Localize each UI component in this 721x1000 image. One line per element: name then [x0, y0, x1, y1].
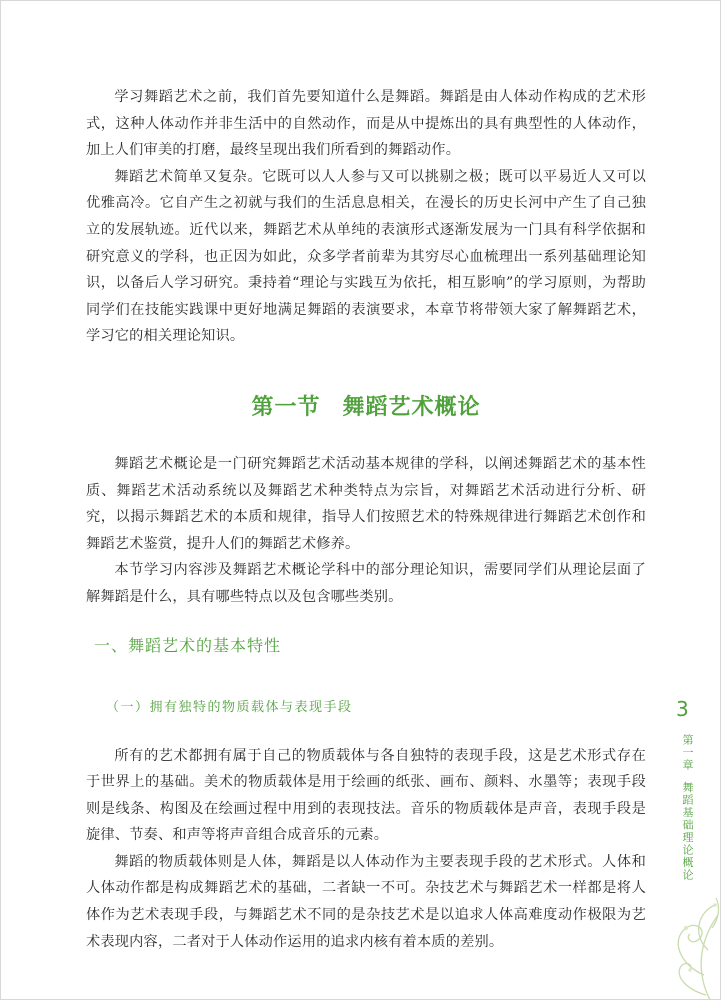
section-paragraph-2: 本节学习内容涉及舞蹈艺术概论学科中的部分理论知识，需要同学们从理论层面了解舞蹈是什么，具有哪些特点以及包含哪些类别。 [86, 562, 646, 605]
chapter-title: 舞蹈基础理论概论 [681, 781, 694, 882]
chapter-label: 第一章 [681, 734, 694, 772]
sub-paragraph-2: 舞蹈的物质载体则是人体，舞蹈是以人体动作为主要表现手段的艺术形式。人体和人体动作都是构成舞蹈艺术的基础，二者缺一不可。杂技艺术与舞蹈艺术一样都是将人体作为艺术表现手段，与舞蹈艺术不同的是杂技艺术是以追求人体高难度动作极限为艺术表现内容，二者对于人体动作运用的追求内核有着本质的差别。 [86, 853, 646, 950]
intro-paragraph-2: 舞蹈艺术简单又复杂。它既可以人人参与又可以挑剔之极；既可以平易近人又可以优雅高冷。它自产生之初就与我们的生活息息相关，在漫长的历史长河中产生了自己独立的发展轨迹。近代以来，舞蹈艺术从单纯的表演形式逐渐发展为一门具有科学依据和研究意义的学科，也正因为如此，众多学者前辈为其穷尽心血梳理出一系列基础理论知识，以备后人学习研究。秉持着“理论与实践互为依托，相互影响”的学习原则，为帮助同学们在技能实践课中更好地满足舞蹈的表演要求，本章节将带领大家了解舞蹈艺术，学习它的相关理论知识。 [86, 168, 646, 345]
section-number: 第一节 [251, 394, 321, 420]
intro-paragraph-1: 学习舞蹈艺术之前，我们首先要知道什么是舞蹈。舞蹈是由人体动作构成的艺术形式，这种人体动作并非生活中的自然动作，而是从中提炼出的具有典型性的人体动作，加上人们审美的打磨，最终呈现出我们所看到的舞蹈动作。 [86, 89, 646, 159]
sub-paragraph-1: 所有的艺术都拥有属于自己的物质载体与各自独特的表现手段，这是艺术形式存在于世界上的基础。美术的物质载体是用于绘画的纸张、画布、颜料、水墨等；表现手段则是线条、构图及在绘画过程中用到的表现技法。音乐的物质载体是声音，表现手段是旋律、节奏、和声等将声音组合成音乐的元素。 [86, 747, 646, 844]
floral-ornament-icon [600, 800, 721, 1000]
heading-level-1: 一、舞蹈艺术的基本特性 [94, 635, 282, 655]
page-content [86, 84, 646, 955]
section-name: 舞蹈艺术概论 [342, 394, 481, 420]
heading-level-2: （一）拥有独特的物质载体与表现手段 [106, 699, 353, 715]
page-number: 3 [676, 697, 689, 721]
section-title [86, 390, 646, 421]
section-paragraph-1: 舞蹈艺术概论是一门研究舞蹈艺术活动基本规律的学科，以阐述舞蹈艺术的基本性质、舞蹈艺术活动系统以及舞蹈艺术种类特点为宗旨，对舞蹈艺术活动进行分析、研究，以揭示舞蹈艺术的本质和规律，指导人们按照艺术的特殊规律进行舞蹈艺术创作和舞蹈艺术鉴赏，提升人们的舞蹈艺术修养。 [86, 455, 646, 552]
